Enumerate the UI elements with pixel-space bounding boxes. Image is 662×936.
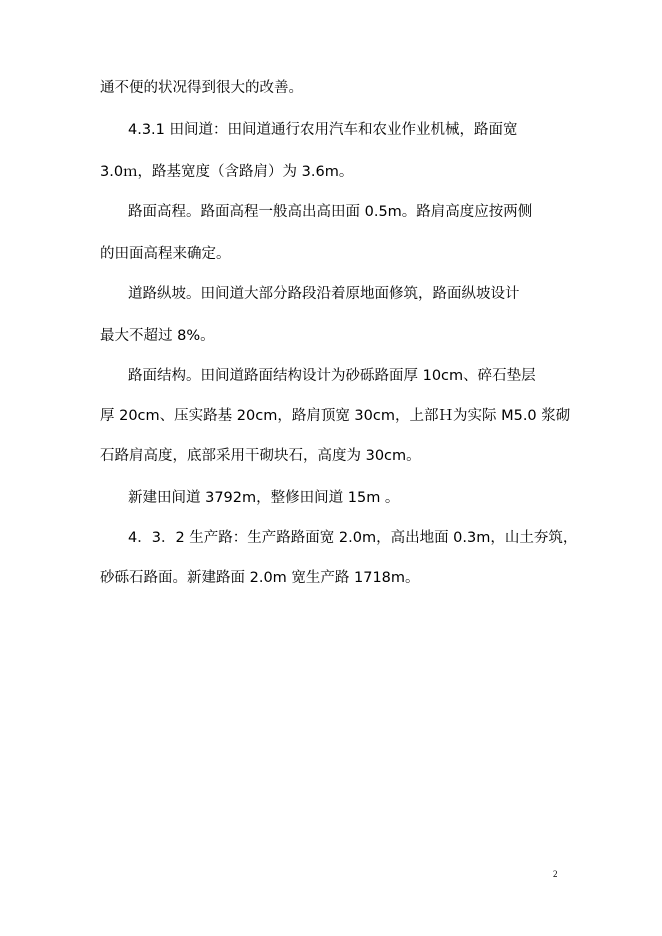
text-line-5: 的田面高程来确定。 bbox=[100, 246, 231, 262]
text-line-6: 道路纵坡。田间道大部分路段沿着原地面修筑，路面纵坡设计 bbox=[128, 286, 520, 302]
text-line-8: 路面结构。田间道路面结构设计为砂砾路面厚 10cm、碎石垫层 bbox=[128, 368, 536, 384]
text-line-11: 新建田间道 3792m，整修田间道 15m 。 bbox=[128, 490, 400, 506]
text-line-7: 最大不超过 8%。 bbox=[100, 328, 215, 344]
text-line-4: 路面高程。路面高程一般高出高田面 0.5m。路肩高度应按两侧 bbox=[128, 204, 533, 220]
text-line-1: 通不便的状况得到很大的改善。 bbox=[100, 80, 303, 96]
page-number: 2 bbox=[553, 869, 558, 879]
text-line-9: 厚 20cm、压实路基 20cm，路肩顶宽 30cm，上部Ｈ为实际 M5.0 浆砌 bbox=[100, 408, 571, 424]
text-line-10: 石路肩高度，底部采用干砌块石，高度为 30cm。 bbox=[100, 448, 421, 464]
text-line-3: 3.0ｍ，路基宽度（含路肩）为 3.6m。 bbox=[100, 164, 354, 180]
text-line-12: 4．3．2 生产路：生产路路面宽 2.0m，高出地面 0.3m，山土夯筑， bbox=[128, 530, 578, 546]
text-line-13: 砂砾石路面。新建路面 2.0m 宽生产路 1718m。 bbox=[100, 570, 420, 586]
text-line-2: 4.3.1 田间道：田间道通行农用汽车和农业作业机械，路面宽 bbox=[128, 122, 518, 138]
